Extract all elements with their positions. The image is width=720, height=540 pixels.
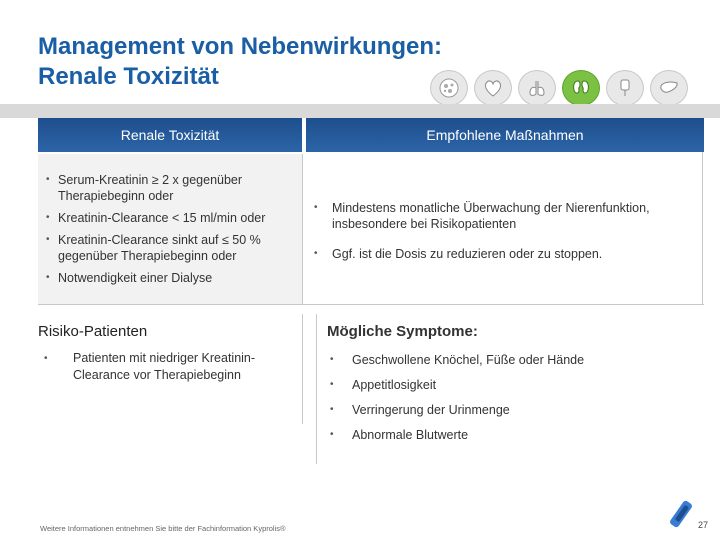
divider — [38, 304, 704, 305]
list-item: • Verringerung der Urinmenge — [330, 403, 510, 417]
list-item: • Kreatinin-Clearance < 15 ml/min oder — [46, 211, 266, 225]
liver-icon — [650, 70, 688, 106]
heart-icon — [474, 70, 512, 106]
list-item: • Mindestens monatliche Überwachung der Nierenfunktion, insbesondere bei Risikopatienten — [314, 201, 650, 231]
list-item: • Notwendigkeit einer Dialyse — [46, 271, 213, 285]
iv-bag-icon — [606, 70, 644, 106]
title-line-1: Management von Nebenwirkungen: — [38, 33, 443, 60]
list-item: • Serum-Kreatinin ≥ 2 x gegenüber Therapiebeginn oder — [46, 173, 243, 203]
title-line-2: Renale Toxizität — [38, 63, 219, 90]
list-item: • Kreatinin-Clearance sinkt auf ≤ 50 % gegenüber Therapiebeginn oder — [46, 233, 261, 263]
list-item: • Ggf. ist die Dosis zu reduzieren oder zu stoppen. — [314, 247, 603, 261]
lungs-icon — [518, 70, 556, 106]
brand-logo-icon — [668, 494, 698, 534]
header — [0, 0, 720, 104]
table-header-left: Renale Toxizität — [38, 118, 302, 152]
list-item: • Abnormale Blutwerte — [330, 428, 469, 442]
footer-note: Weitere Informationen entnehmen Sie bitte der Fachinformation Kyprolis® — [40, 524, 286, 533]
kidneys-icon — [562, 70, 600, 106]
list-item: • Patienten mit niedriger Kreatinin-Clearance vor Therapiebeginn — [44, 351, 256, 382]
toxicity-criteria-list — [42, 172, 307, 292]
header-divider-band — [0, 104, 720, 118]
organ-icons — [430, 70, 688, 106]
measures-list — [310, 200, 705, 276]
risk-patients-list — [40, 350, 295, 390]
symptoms-list — [326, 352, 706, 452]
list-item: • Geschwollene Knöchel, Füße oder Hände — [330, 353, 585, 367]
table-header-right: Empfohlene Maßnahmen — [306, 118, 704, 152]
page-title — [38, 32, 442, 92]
list-item: • Appetitlosigkeit — [330, 378, 437, 392]
symptoms-title: Mögliche Symptome: — [327, 323, 478, 340]
cell-icon — [430, 70, 468, 106]
risk-patients-title: Risiko-Patienten — [38, 323, 148, 340]
page-number: 27 — [698, 520, 709, 530]
